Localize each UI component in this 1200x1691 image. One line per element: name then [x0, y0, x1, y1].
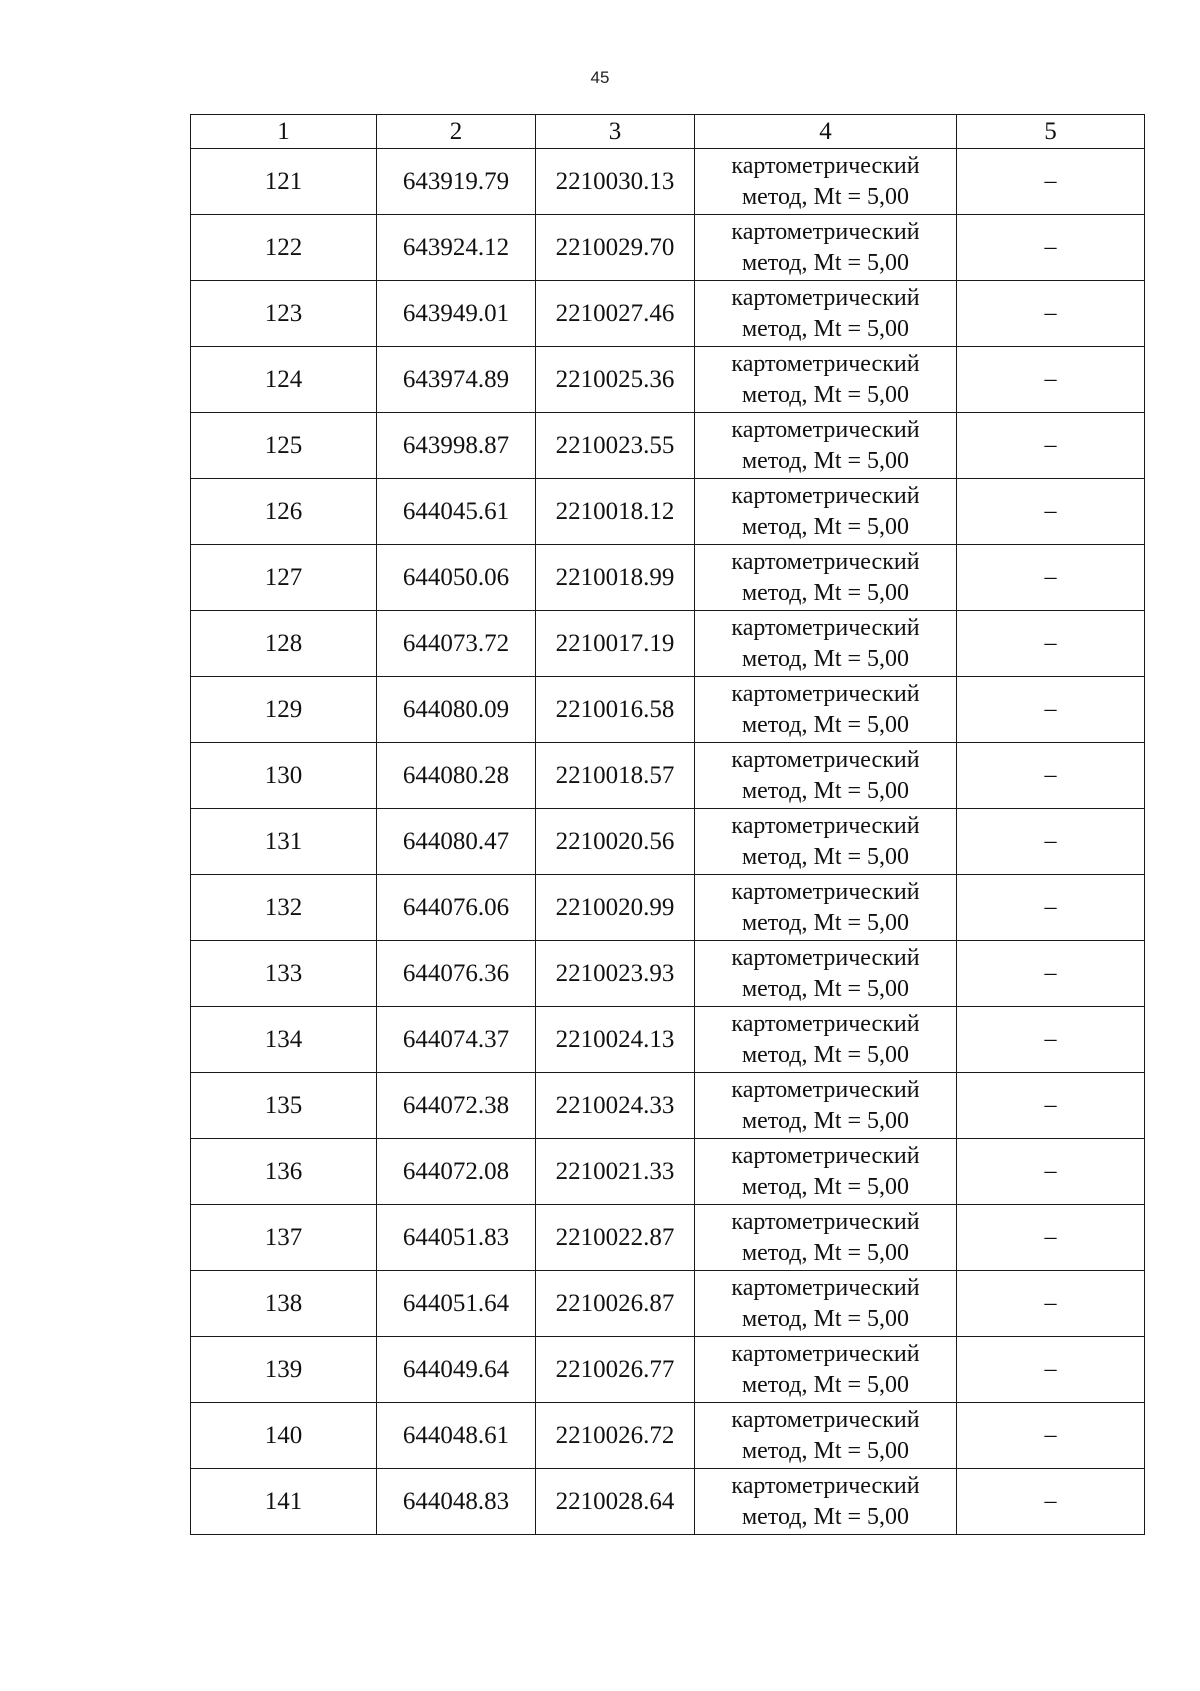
y-coordinate-cell: 2210023.55	[536, 413, 695, 479]
method-cell	[695, 1403, 957, 1469]
x-coordinate-cell: 644074.37	[377, 1007, 536, 1073]
column-header-5: 5	[957, 115, 1145, 149]
method-line-1: картометрический	[731, 680, 920, 707]
method-line-2: метод, Mt = 5,00	[741, 513, 910, 540]
x-coordinate-cell: 644080.09	[377, 677, 536, 743]
method-line-2: метод, Mt = 5,00	[741, 1437, 910, 1464]
method-line-2: метод, Mt = 5,00	[741, 777, 910, 804]
x-coordinate-cell: 644051.64	[377, 1271, 536, 1337]
method-line-1: картометрический	[731, 1406, 920, 1433]
table-row	[191, 1271, 1145, 1337]
x-coordinate-cell: 644050.06	[377, 545, 536, 611]
x-coordinate-cell: 644080.28	[377, 743, 536, 809]
x-coordinate-cell: 643998.87	[377, 413, 536, 479]
point-number-cell: 138	[191, 1271, 377, 1337]
x-coordinate-cell: 644072.08	[377, 1139, 536, 1205]
method-line-2: метод, Mt = 5,00	[741, 1239, 910, 1266]
method-line-1: картометрический	[731, 548, 920, 575]
method-line-1: картометрический	[731, 1274, 920, 1301]
note-cell: –	[957, 413, 1145, 479]
point-number-cell: 132	[191, 875, 377, 941]
method-cell	[695, 1469, 957, 1535]
method-line-1: картометрический	[731, 1472, 920, 1499]
table-row	[191, 1469, 1145, 1535]
table-row	[191, 215, 1145, 281]
method-cell	[695, 281, 957, 347]
method-line-2: метод, Mt = 5,00	[741, 1107, 910, 1134]
note-cell: –	[957, 875, 1145, 941]
table-row	[191, 809, 1145, 875]
point-number-cell: 126	[191, 479, 377, 545]
method-line-2: метод, Mt = 5,00	[741, 1041, 910, 1068]
method-line-2: метод, Mt = 5,00	[741, 711, 910, 738]
table-row	[191, 611, 1145, 677]
point-number-cell: 137	[191, 1205, 377, 1271]
y-coordinate-cell: 2210028.64	[536, 1469, 695, 1535]
note-cell: –	[957, 743, 1145, 809]
point-number-cell: 122	[191, 215, 377, 281]
x-coordinate-cell: 644049.64	[377, 1337, 536, 1403]
note-cell: –	[957, 545, 1145, 611]
point-number-cell: 123	[191, 281, 377, 347]
table-row	[191, 281, 1145, 347]
method-line-1: картометрический	[731, 152, 920, 179]
column-header-1: 1	[191, 115, 377, 149]
method-cell	[695, 611, 957, 677]
x-coordinate-cell: 643924.12	[377, 215, 536, 281]
method-line-2: метод, Mt = 5,00	[741, 909, 910, 936]
method-line-1: картометрический	[731, 416, 920, 443]
y-coordinate-cell: 2210021.33	[536, 1139, 695, 1205]
method-cell	[695, 875, 957, 941]
table-row	[191, 677, 1145, 743]
header-row	[191, 115, 1145, 149]
y-coordinate-cell: 2210018.99	[536, 545, 695, 611]
table-row	[191, 1007, 1145, 1073]
point-number-cell: 136	[191, 1139, 377, 1205]
method-line-1: картометрический	[731, 1340, 920, 1367]
note-cell: –	[957, 941, 1145, 1007]
table-body	[191, 149, 1145, 1535]
method-line-1: картометрический	[731, 1010, 920, 1037]
method-cell	[695, 677, 957, 743]
method-cell	[695, 1271, 957, 1337]
y-coordinate-cell: 2210020.56	[536, 809, 695, 875]
method-line-1: картометрический	[731, 482, 920, 509]
point-number-cell: 124	[191, 347, 377, 413]
method-line-1: картометрический	[731, 746, 920, 773]
column-header-2: 2	[377, 115, 536, 149]
note-cell: –	[957, 1007, 1145, 1073]
method-line-1: картометрический	[731, 350, 920, 377]
table-row	[191, 875, 1145, 941]
point-number-cell: 121	[191, 149, 377, 215]
method-cell	[695, 545, 957, 611]
note-cell: –	[957, 1271, 1145, 1337]
y-coordinate-cell: 2210022.87	[536, 1205, 695, 1271]
page-number: 45	[590, 68, 610, 87]
method-cell	[695, 1007, 957, 1073]
method-line-2: метод, Mt = 5,00	[741, 249, 910, 276]
method-cell	[695, 809, 957, 875]
method-cell	[695, 215, 957, 281]
method-cell	[695, 413, 957, 479]
method-cell	[695, 941, 957, 1007]
point-number-cell: 127	[191, 545, 377, 611]
point-number-cell: 140	[191, 1403, 377, 1469]
column-header-4: 4	[695, 115, 957, 149]
y-coordinate-cell: 2210023.93	[536, 941, 695, 1007]
x-coordinate-cell: 644076.36	[377, 941, 536, 1007]
table-row	[191, 479, 1145, 545]
note-cell: –	[957, 1073, 1145, 1139]
method-cell	[695, 149, 957, 215]
y-coordinate-cell: 2210030.13	[536, 149, 695, 215]
note-cell: –	[957, 347, 1145, 413]
note-cell: –	[957, 611, 1145, 677]
note-cell: –	[957, 479, 1145, 545]
y-coordinate-cell: 2210020.99	[536, 875, 695, 941]
method-cell	[695, 1139, 957, 1205]
note-cell: –	[957, 1469, 1145, 1535]
note-cell: –	[957, 809, 1145, 875]
table-row	[191, 1139, 1145, 1205]
x-coordinate-cell: 644073.72	[377, 611, 536, 677]
method-line-2: метод, Mt = 5,00	[741, 1305, 910, 1332]
y-coordinate-cell: 2210026.77	[536, 1337, 695, 1403]
point-number-cell: 139	[191, 1337, 377, 1403]
method-line-1: картометрический	[731, 812, 920, 839]
x-coordinate-cell: 644048.83	[377, 1469, 536, 1535]
table-row	[191, 347, 1145, 413]
method-cell	[695, 1073, 957, 1139]
method-line-2: метод, Mt = 5,00	[741, 1371, 910, 1398]
method-cell	[695, 743, 957, 809]
note-cell: –	[957, 1205, 1145, 1271]
point-number-cell: 128	[191, 611, 377, 677]
method-line-1: картометрический	[731, 944, 920, 971]
y-coordinate-cell: 2210029.70	[536, 215, 695, 281]
table-row	[191, 1337, 1145, 1403]
method-line-1: картометрический	[731, 878, 920, 905]
x-coordinate-cell: 643949.01	[377, 281, 536, 347]
note-cell: –	[957, 1139, 1145, 1205]
table-row	[191, 1205, 1145, 1271]
x-coordinate-cell: 644045.61	[377, 479, 536, 545]
note-cell: –	[957, 1337, 1145, 1403]
note-cell: –	[957, 215, 1145, 281]
method-line-1: картометрический	[731, 284, 920, 311]
method-line-1: картометрический	[731, 1142, 920, 1169]
x-coordinate-cell: 644076.06	[377, 875, 536, 941]
y-coordinate-cell: 2210026.72	[536, 1403, 695, 1469]
x-coordinate-cell: 644080.47	[377, 809, 536, 875]
table-row	[191, 149, 1145, 215]
y-coordinate-cell: 2210027.46	[536, 281, 695, 347]
note-cell: –	[957, 281, 1145, 347]
point-number-cell: 125	[191, 413, 377, 479]
method-line-1: картометрический	[731, 614, 920, 641]
note-cell: –	[957, 677, 1145, 743]
x-coordinate-cell: 643919.79	[377, 149, 536, 215]
method-line-2: метод, Mt = 5,00	[741, 975, 910, 1002]
table-row	[191, 1073, 1145, 1139]
method-line-2: метод, Mt = 5,00	[741, 579, 910, 606]
x-coordinate-cell: 643974.89	[377, 347, 536, 413]
y-coordinate-cell: 2210025.36	[536, 347, 695, 413]
method-line-2: метод, Mt = 5,00	[741, 1173, 910, 1200]
y-coordinate-cell: 2210016.58	[536, 677, 695, 743]
y-coordinate-cell: 2210024.33	[536, 1073, 695, 1139]
method-line-2: метод, Mt = 5,00	[741, 645, 910, 672]
point-number-cell: 130	[191, 743, 377, 809]
point-number-cell: 135	[191, 1073, 377, 1139]
method-cell	[695, 479, 957, 545]
method-line-1: картометрический	[731, 1076, 920, 1103]
y-coordinate-cell: 2210024.13	[536, 1007, 695, 1073]
method-line-1: картометрический	[731, 1208, 920, 1235]
x-coordinate-cell: 644072.38	[377, 1073, 536, 1139]
point-number-cell: 131	[191, 809, 377, 875]
method-line-2: метод, Mt = 5,00	[741, 1503, 910, 1530]
table-row	[191, 413, 1145, 479]
method-cell	[695, 347, 957, 413]
table-row	[191, 743, 1145, 809]
method-line-2: метод, Mt = 5,00	[741, 183, 910, 210]
x-coordinate-cell: 644051.83	[377, 1205, 536, 1271]
method-cell	[695, 1205, 957, 1271]
table-row	[191, 1403, 1145, 1469]
y-coordinate-cell: 2210018.12	[536, 479, 695, 545]
coordinates-table	[190, 114, 1145, 1535]
column-header-3: 3	[536, 115, 695, 149]
point-number-cell: 133	[191, 941, 377, 1007]
point-number-cell: 141	[191, 1469, 377, 1535]
method-line-2: метод, Mt = 5,00	[741, 843, 910, 870]
table-row	[191, 545, 1145, 611]
x-coordinate-cell: 644048.61	[377, 1403, 536, 1469]
table-row	[191, 941, 1145, 1007]
method-line-2: метод, Mt = 5,00	[741, 447, 910, 474]
point-number-cell: 134	[191, 1007, 377, 1073]
point-number-cell: 129	[191, 677, 377, 743]
method-line-2: метод, Mt = 5,00	[741, 381, 910, 408]
y-coordinate-cell: 2210026.87	[536, 1271, 695, 1337]
y-coordinate-cell: 2210018.57	[536, 743, 695, 809]
method-line-2: метод, Mt = 5,00	[741, 315, 910, 342]
method-line-1: картометрический	[731, 218, 920, 245]
method-cell	[695, 1337, 957, 1403]
note-cell: –	[957, 149, 1145, 215]
y-coordinate-cell: 2210017.19	[536, 611, 695, 677]
note-cell: –	[957, 1403, 1145, 1469]
